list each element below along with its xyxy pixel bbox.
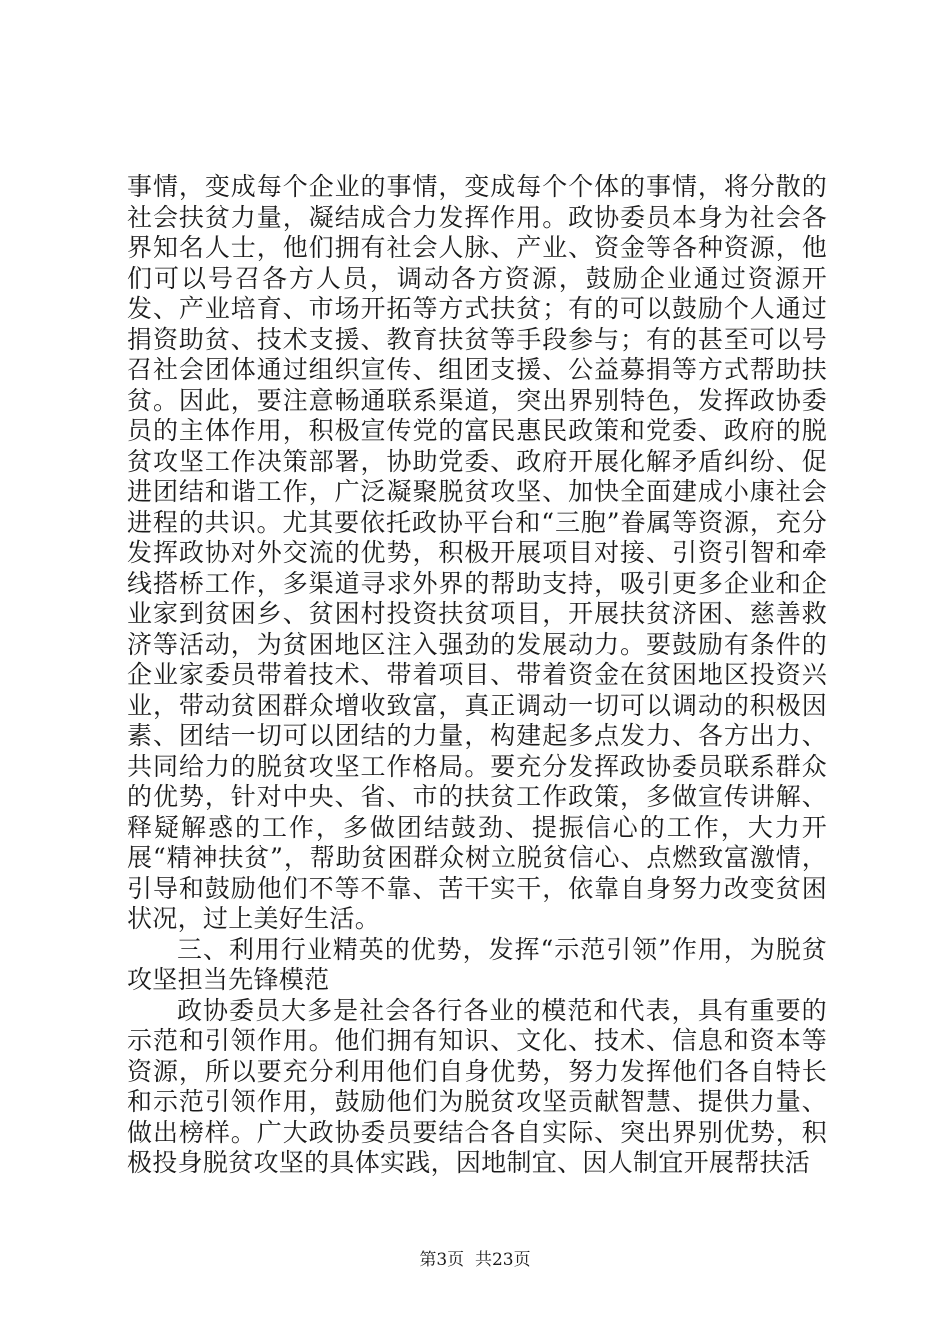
page-number-label: 第3页 共23页 <box>419 1250 531 1270</box>
page-footer <box>0 1245 950 1270</box>
section-heading: 三、利用行业精英的优势，发挥“示范引领”作用，为脱贫攻坚担当先锋模范 <box>127 934 827 994</box>
document-body <box>127 172 827 1179</box>
body-paragraph: 政协委员大多是社会各行各业的模范和代表，具有重要的示范和引领作用。他们拥有知识、文化、技术、信息和资本等资源，所以要充分利用他们自身优势，努力发挥他们各自特长和示范引领作用，鼓励他们为脱贫攻坚贡献智慧、提供力量、做出榜样。广大政协委员要结合各自实际、突出界别优势，积极投身脱贫攻坚的具体实践，因地制宜、因人制宜开展帮扶活 <box>127 995 827 1177</box>
body-paragraph-continued: 事情，变成每个企业的事情，变成每个个体的事情，将分散的社会扶贫力量，凝结成合力发挥作用。政协委员本身为社会各界知名人士，他们拥有社会人脉、产业、资金等各种资源，他们可以号召各方人员，调动各方资源，鼓励企业通过资源开发、产业培育、市场开拓等方式扶贫；有的可以鼓励个人通过捐资助贫、技术支援、教育扶贫等手段参与；有的甚至可以号召社会团体通过组织宣传、组团支援、公益募捐等方式帮助扶贫。因此，要注意畅通联系渠道，突出界别特色，发挥政协委员的主体作用，积极宣传党的富民惠民政策和党委、政府的脱贫攻坚工作决策部署，协助党委、政府开展化解矛盾纠纷、促进团结和谐工作，广泛凝聚脱贫攻坚、加快全面建成小康社会进程的共识。尤其要依托政协平台和“三胞”眷属等资源，充分发挥政协对外交流的优势，积极开展项目对接、引资引智和牵线搭桥工作，多渠道寻求外界的帮助支持，吸引更多企业和企业家到贫困乡、贫困村投资扶贫项目，开展扶贫济困、慈善救济等活动，为贫困地区注入强劲的发展动力。要鼓励有条件的企业家委员带着技术、带着项目、带着资金在贫困地区投资兴业，带动贫困群众增收致富，真正调动一切可以调动的积极因素、团结一切可以团结的力量，构建起多点发力、各方出力、共同给力的脱贫攻坚工作格局。要充分发挥政协委员联系群众的优势，针对中央、省、市的扶贫工作政策，多做宣传讲解、释疑解惑的工作，多做团结鼓劲、提振信心的工作，大力开展“精神扶贫”，帮助贫困群众树立脱贫信心、点燃致富激情，引导和鼓励他们不等不靠、苦干实干，依靠自身努力改变贫困状况，过上美好生活。 <box>127 172 827 933</box>
